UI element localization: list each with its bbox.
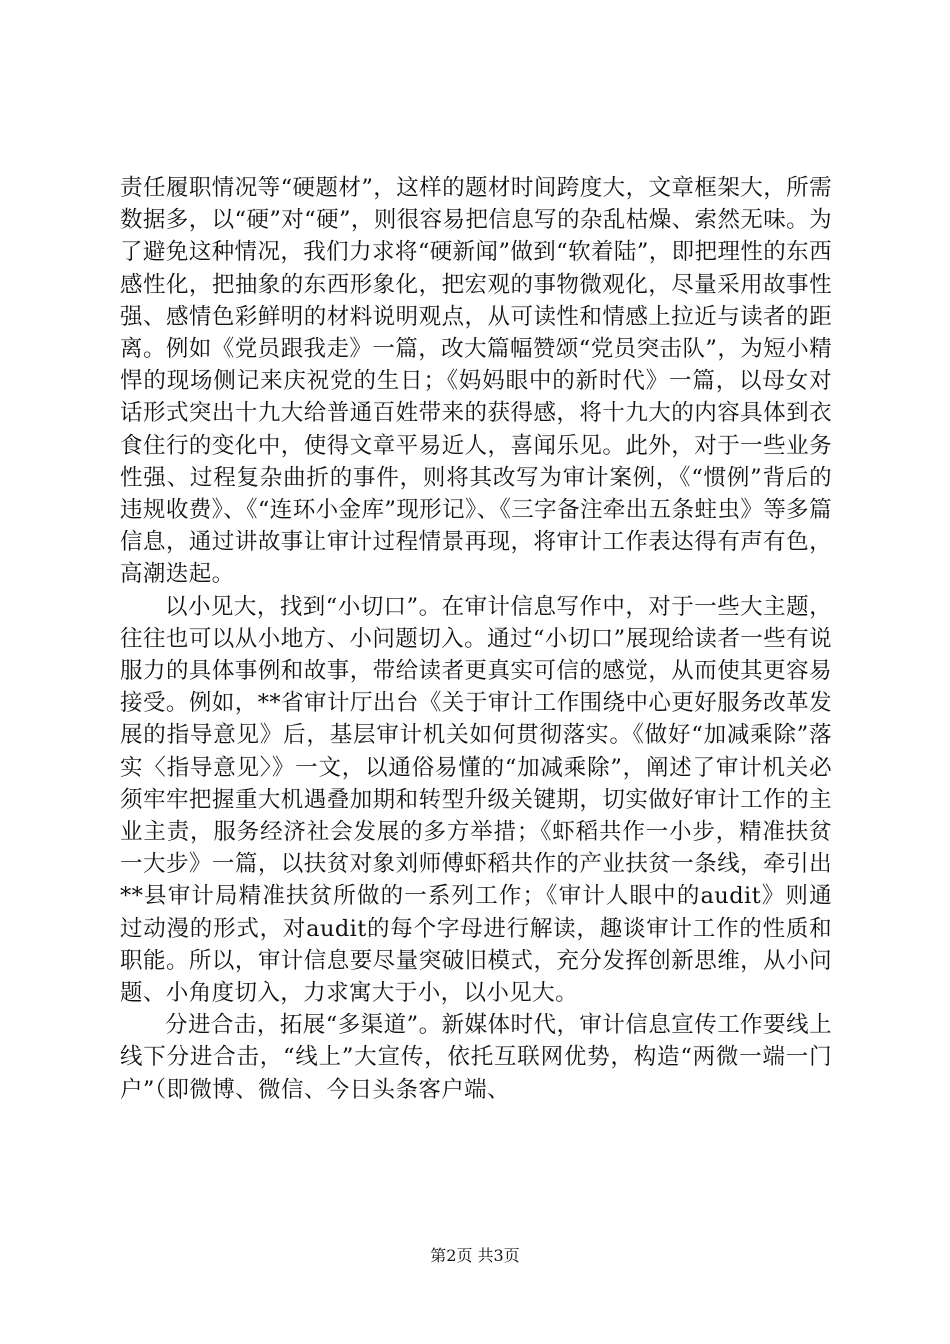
page-footer: 第2页 共3页 <box>430 1246 520 1265</box>
paragraph-multi-channel: 分进合击，拓展“多渠道”。新媒体时代，审计信息宣传工作要线上线下分进合击，“线上”大宣传，依托互联网优势，构造“两微一端一门户”（即微博、微信、今日头条客户端、 <box>120 1012 832 1103</box>
document-body <box>120 172 832 1106</box>
paragraph-continued: 责任履职情况等“硬题材”，这样的题材时间跨度大，文章框架大，所需数据多，以“硬”对“硬”，则很容易把信息写的杂乱枯燥、索然无味。为了避免这种情况，我们力求将“硬新闻”做到“软着陆”，即把理性的东西感性化，把抽象的东西形象化，把宏观的事物微观化，尽量采用故事性强、感情色彩鲜明的材料说明观点，从可读性和情感上拉近与读者的距离。例如《党员跟我走》一篇，改大篇幅赞颂“党员突击队”，为短小精悍的现场侧记来庆祝党的生日；《妈妈眼中的新时代》一篇，以母女对话形式突出十九大给普通百姓带来的获得感，将十九大的内容具体到衣食住行的变化中，使得文章平易近人，喜闻乐见。此外，对于一些业务性强、过程复杂曲折的事件，则将其改写为审计案例，《“惯例”背后的违规收费》、《“连环小金库”现形记》、《三字备注牵出五条蛀虫》等多篇信息，通过讲故事让审计过程情景再现，将审计工作表达得有声有色，高潮迭起。 <box>120 175 832 588</box>
paragraph-small-cut: 以小见大，找到“小切口”。在审计信息写作中，对于一些大主题，往往也可以从小地方、小问题切入。通过“小切口”展现给读者一些有说服力的具体事例和故事，带给读者更真实可信的感觉，从而使其更容易接受。例如，**省审计厅出台《关于审计工作围绕中心更好服务改革发展的指导意见》后，基层审计机关如何贯彻落实。《做好“加减乘除”落实〈指导意见〉》一文，以通俗易懂的“加减乘除”，阐述了审计机关必须牢牢把握重大机遇叠加期和转型升级关键期，切实做好审计工作的主业主责，服务经济社会发展的多方举措；《虾稻共作一小步，精准扶贫一大步》一篇，以扶贫对象刘师傅虾稻共作的产业扶贫一条线，牵引出**县审计局精准扶贫所做的一系列工作；《审计人眼中的audit》则通过动漫的形式，对audit的每个字母进行解读，趣谈审计工作的性质和职能。所以，审计信息要尽量突破旧模式，充分发挥创新思维，从小问题、小角度切入，力求寓大于小，以小见大。 <box>120 593 832 1007</box>
